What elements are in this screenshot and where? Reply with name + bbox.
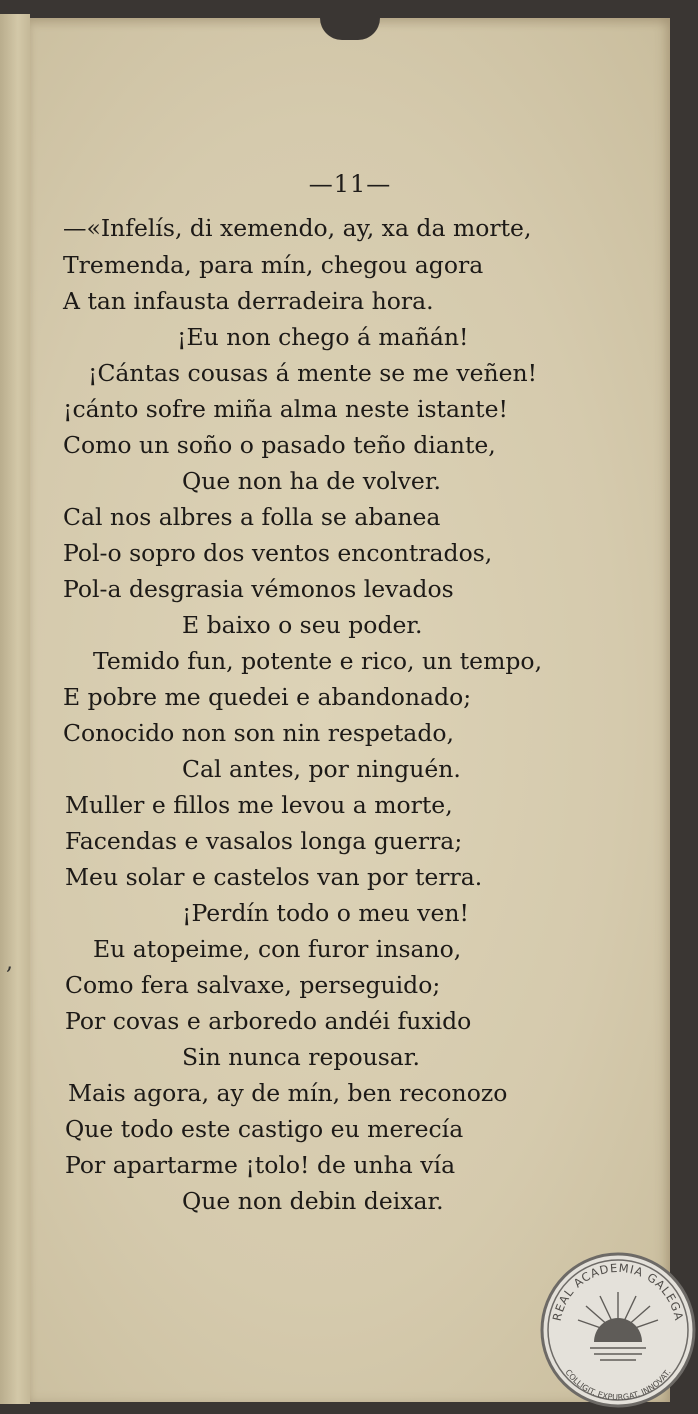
stamp-outer-text: REAL ACADEMIA GALEGA xyxy=(549,1260,687,1323)
poem-line: Por apartarme ¡tolo! de unha vía xyxy=(65,1151,456,1179)
book-page xyxy=(30,18,673,1403)
poem-line: Pol-o sopro dos ventos encontrados, xyxy=(63,539,493,567)
poem-line: Como fera salvaxe, perseguido; xyxy=(65,971,441,999)
poem-line: Por covas e arboredo andéi fuxido xyxy=(65,1007,472,1035)
poem-line: Cal nos albres a folla se abanea xyxy=(63,503,441,531)
poem-line: Pol-a desgrasia vémonos levados xyxy=(63,575,454,603)
poem-line: E pobre me quedei e abandonado; xyxy=(63,683,472,711)
poem-line: Facendas e vasalos longa guerra; xyxy=(65,827,463,855)
poem-line: A tan infausta derradeira hora. xyxy=(63,287,434,315)
poem-line: Eu atopeime, con furor insano, xyxy=(93,935,462,963)
margin-mark: , xyxy=(6,950,13,975)
torn-edge xyxy=(320,18,380,40)
poem-line: Meu solar e castelos van por terra. xyxy=(65,863,483,891)
page-number: —11— xyxy=(308,170,392,198)
poem-line: E baixo o seu poder. xyxy=(182,611,423,639)
poem-line: Temido fun, potente e rico, un tempo, xyxy=(93,647,543,675)
poem-line: Cal antes, por ninguén. xyxy=(182,755,461,783)
poem-line: ¡Cántas cousas á mente se me veñen! xyxy=(88,359,538,387)
poem-line: ¡Eu non chego á mañán! xyxy=(177,323,469,351)
poem-line: Que todo este castigo eu merecía xyxy=(65,1115,464,1143)
poem-line: ¡Perdín todo o meu ven! xyxy=(182,899,469,927)
poem-line: Sin nunca repousar. xyxy=(182,1043,420,1071)
poem-line: Como un soño o pasado teño diante, xyxy=(63,431,496,459)
poem-line: Tremenda, para mín, chegou agora xyxy=(63,251,484,279)
poem-line: —«Infelís, di xemendo, ay, xa da morte, xyxy=(63,214,532,242)
poem-line: Que non ha de volver. xyxy=(182,467,441,495)
poem-line: Mais agora, ay de mín, ben reconozo xyxy=(68,1079,508,1107)
poem-line: ¡cánto sofre miña alma neste istante! xyxy=(63,395,508,423)
stamp-inner-text: COLLIGIT. EXPURGAT. INNOVAT. xyxy=(563,1367,673,1403)
poem-line: Muller e fillos me levou a morte, xyxy=(65,791,453,819)
poem-line: Que non debin deixar. xyxy=(182,1187,444,1215)
library-seal-stamp xyxy=(538,1250,698,1410)
previous-page-edge xyxy=(0,14,30,1404)
poem-line: Conocido non son nin respetado, xyxy=(63,719,454,747)
